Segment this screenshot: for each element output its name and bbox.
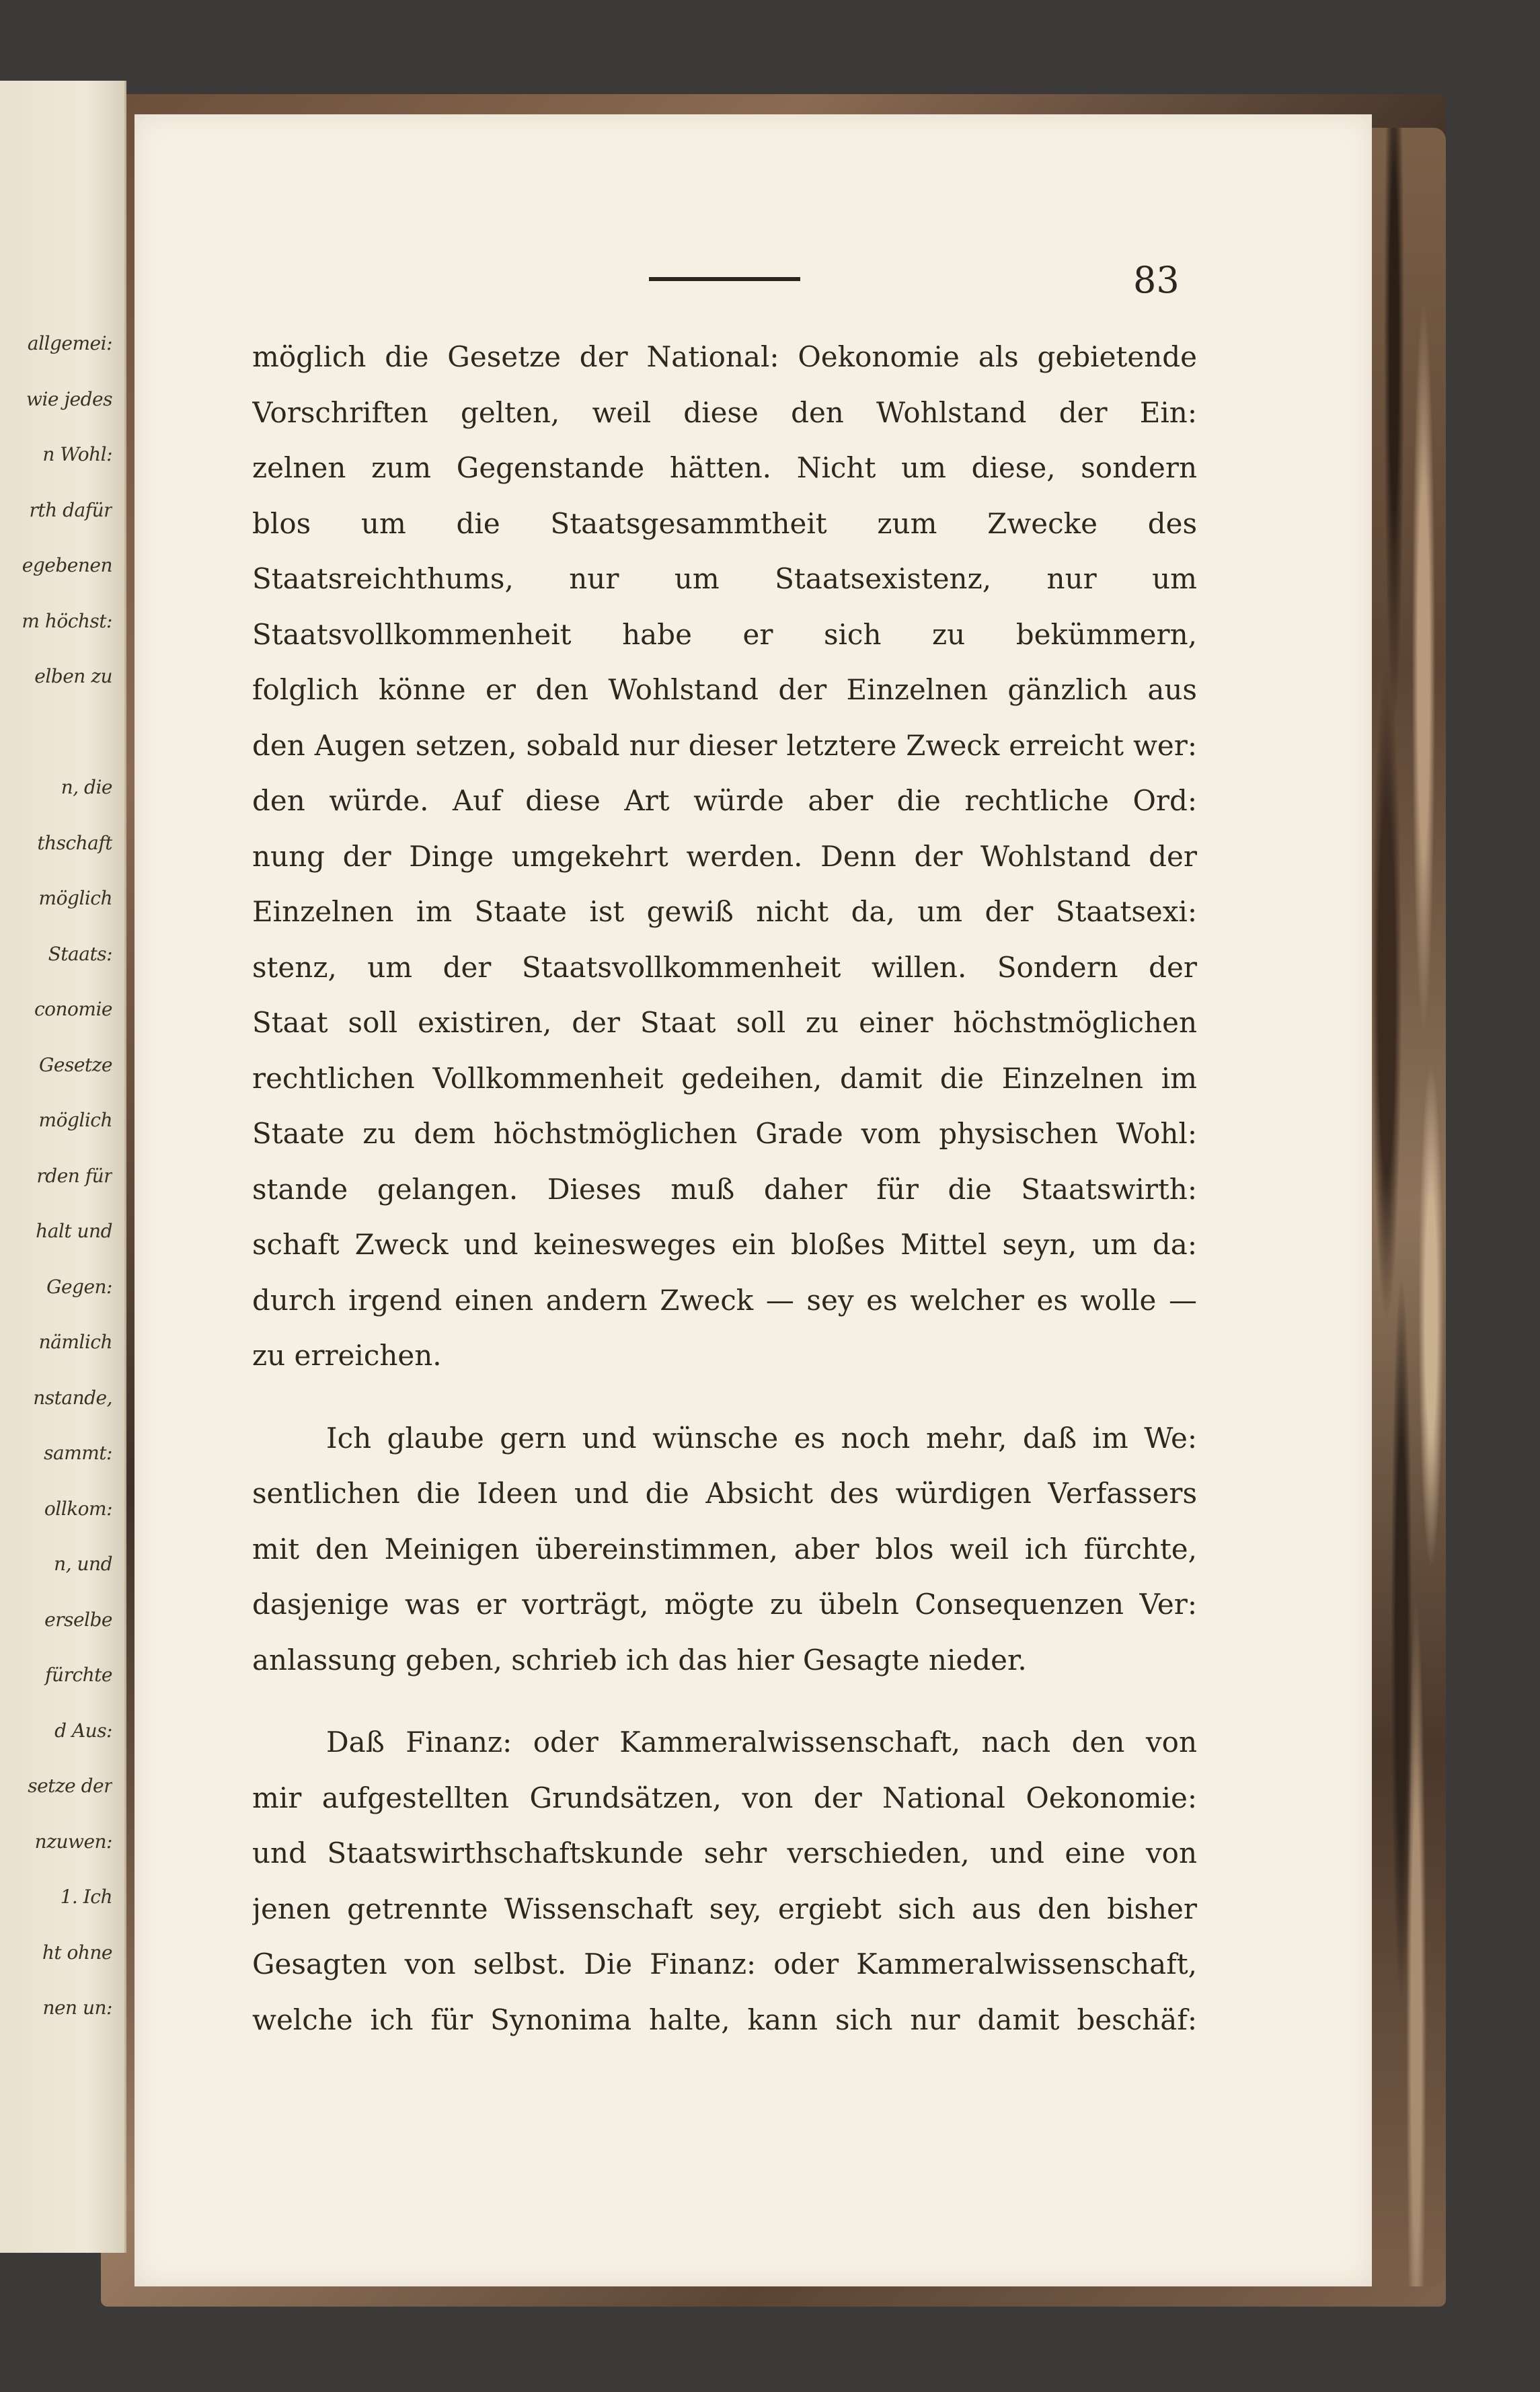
text-line: zelnen zum Gegenstande hätten. Nicht um diese, sondern (252, 451, 1197, 484)
left-page-line: thschaft (37, 831, 112, 854)
paragraph (252, 1411, 1197, 1689)
paragraph (252, 330, 1197, 1384)
left-page-line: fürchte (45, 1664, 112, 1686)
text-line: anlassung geben, schrieb ich das hier Gesagte nieder. (252, 1643, 1027, 1676)
text-line: mit den Meinigen übereinstimmen, aber blos weil ich fürchte, (252, 1532, 1197, 1566)
left-page-line: egebenen (22, 554, 112, 576)
left-page-line: elben zu (34, 665, 112, 687)
left-page-line: sammt: (44, 1442, 112, 1464)
left-page-line: möglich (38, 1109, 112, 1131)
left-page-line: wie jedes (26, 387, 112, 410)
page-body (252, 330, 1197, 2048)
left-page-line (1, 705, 112, 761)
left-page-line: Gegen: (46, 1275, 112, 1298)
text-line: folglich könne er den Wohlstand der Einzelnen gänzlich aus (252, 673, 1197, 706)
text-line: stenz, um der Staatsvollkommenheit willen. Sondern der (252, 950, 1197, 984)
left-page-line: 1. Ich (60, 1886, 112, 1908)
text-line: Staatsreichthums, nur um Staatsexistenz, nur um (252, 562, 1197, 595)
left-page-line: nen un: (42, 1997, 112, 2019)
text-line: nung der Dinge umgekehrt werden. Denn der Wohlstand der (252, 839, 1197, 873)
text-line: stande gelangen. Dieses muß daher für die Staatswirth: (252, 1172, 1197, 1206)
left-page-line: halt und (36, 1220, 112, 1242)
text-line: zu erreichen. (252, 1339, 442, 1372)
text-line: Staatsvollkommenheit habe er sich zu bekümmern, (252, 617, 1197, 651)
text-line: den Augen setzen, sobald nur dieser letztere Zweck erreicht wer: (252, 728, 1197, 762)
left-page (0, 81, 126, 2253)
left-page-line: möglich (38, 887, 112, 909)
left-page-line: n Wohl: (42, 443, 112, 465)
left-page-line: n, und (54, 1553, 112, 1575)
text-line: dasjenige was er vorträgt, mögte zu übeln Consequenzen Ver: (252, 1588, 1197, 1621)
text-line: Ich glaube gern und wünsche es noch mehr, daß im We: (326, 1421, 1197, 1455)
left-page-line: nzuwen: (34, 1830, 112, 1853)
text-line: und Staatswirthschaftskunde sehr verschieden, und eine von (252, 1837, 1197, 1869)
left-page-line: m höchst: (22, 609, 112, 632)
left-page-line: ollkom: (44, 1497, 112, 1520)
left-page-line: d Aus: (54, 1719, 112, 1742)
left-page-line: rth dafür (29, 498, 112, 521)
text-line: mir aufgestellten Grundsätzen, von der National Oekonomie: (252, 1781, 1197, 1814)
text-line: den würde. Auf diese Art würde aber die rechtliche Ord: (252, 784, 1197, 817)
marbled-edge (1372, 128, 1446, 2286)
left-page-line: ht ohne (42, 1941, 112, 1964)
left-page-line: Gesetze (39, 1053, 112, 1076)
left-page-line: erselbe (44, 1608, 112, 1631)
left-page-line: setze der (28, 1775, 112, 1797)
text-line: jenen getrennte Wissenschaft sey, ergiebt sich aus den bisher (252, 1892, 1197, 1925)
left-page-line: n, die (61, 776, 112, 798)
text-line: möglich die Gesetze der National: Oekonomie als gebietende (252, 340, 1197, 373)
text-line: welche ich für Synonima halte, kann sich nur damit beschäf: (252, 2003, 1197, 2036)
text-line: Staat soll existiren, der Staat soll zu einer höchstmöglichen (252, 1006, 1197, 1039)
header-rule (649, 277, 800, 281)
left-page-line: nstande, (33, 1386, 112, 1409)
text-line: Gesagten von selbst. Die Finanz: oder Kammeralwissenschaft, (252, 1947, 1197, 1980)
text-line: rechtlichen Vollkommenheit gedeihen, damit die Einzelnen im (252, 1061, 1197, 1095)
left-page-line: Staats: (48, 942, 112, 965)
left-page-text (1, 316, 112, 2036)
text-line: Vorschriften gelten, weil diese den Wohlstand der Ein: (252, 395, 1197, 429)
text-line: Einzelnen im Staate ist gewiß nicht da, um der Staatsexi: (252, 895, 1197, 928)
left-page-line: nämlich (38, 1331, 112, 1353)
text-line: blos um die Staatsgesammtheit zum Zwecke des (252, 506, 1197, 540)
text-line: schaft Zweck und keinesweges ein bloßes Mittel seyn, um da: (252, 1228, 1197, 1261)
text-line: Staate zu dem höchstmöglichen Grade vom physischen Wohl: (252, 1117, 1197, 1150)
paragraph (252, 1715, 1197, 2048)
left-page-line: rden für (36, 1164, 112, 1187)
page-number: 83 (1133, 259, 1180, 301)
text-line: Daß Finanz: oder Kammeralwissenschaft, nach den von (326, 1726, 1197, 1759)
left-page-line: conomie (34, 998, 112, 1020)
text-line: sentlichen die Ideen und die Absicht des würdigen Verfassers (252, 1477, 1197, 1510)
text-line: durch irgend einen andern Zweck — sey es welcher es wolle — (252, 1283, 1197, 1317)
left-page-line: allgemei: (27, 332, 112, 354)
